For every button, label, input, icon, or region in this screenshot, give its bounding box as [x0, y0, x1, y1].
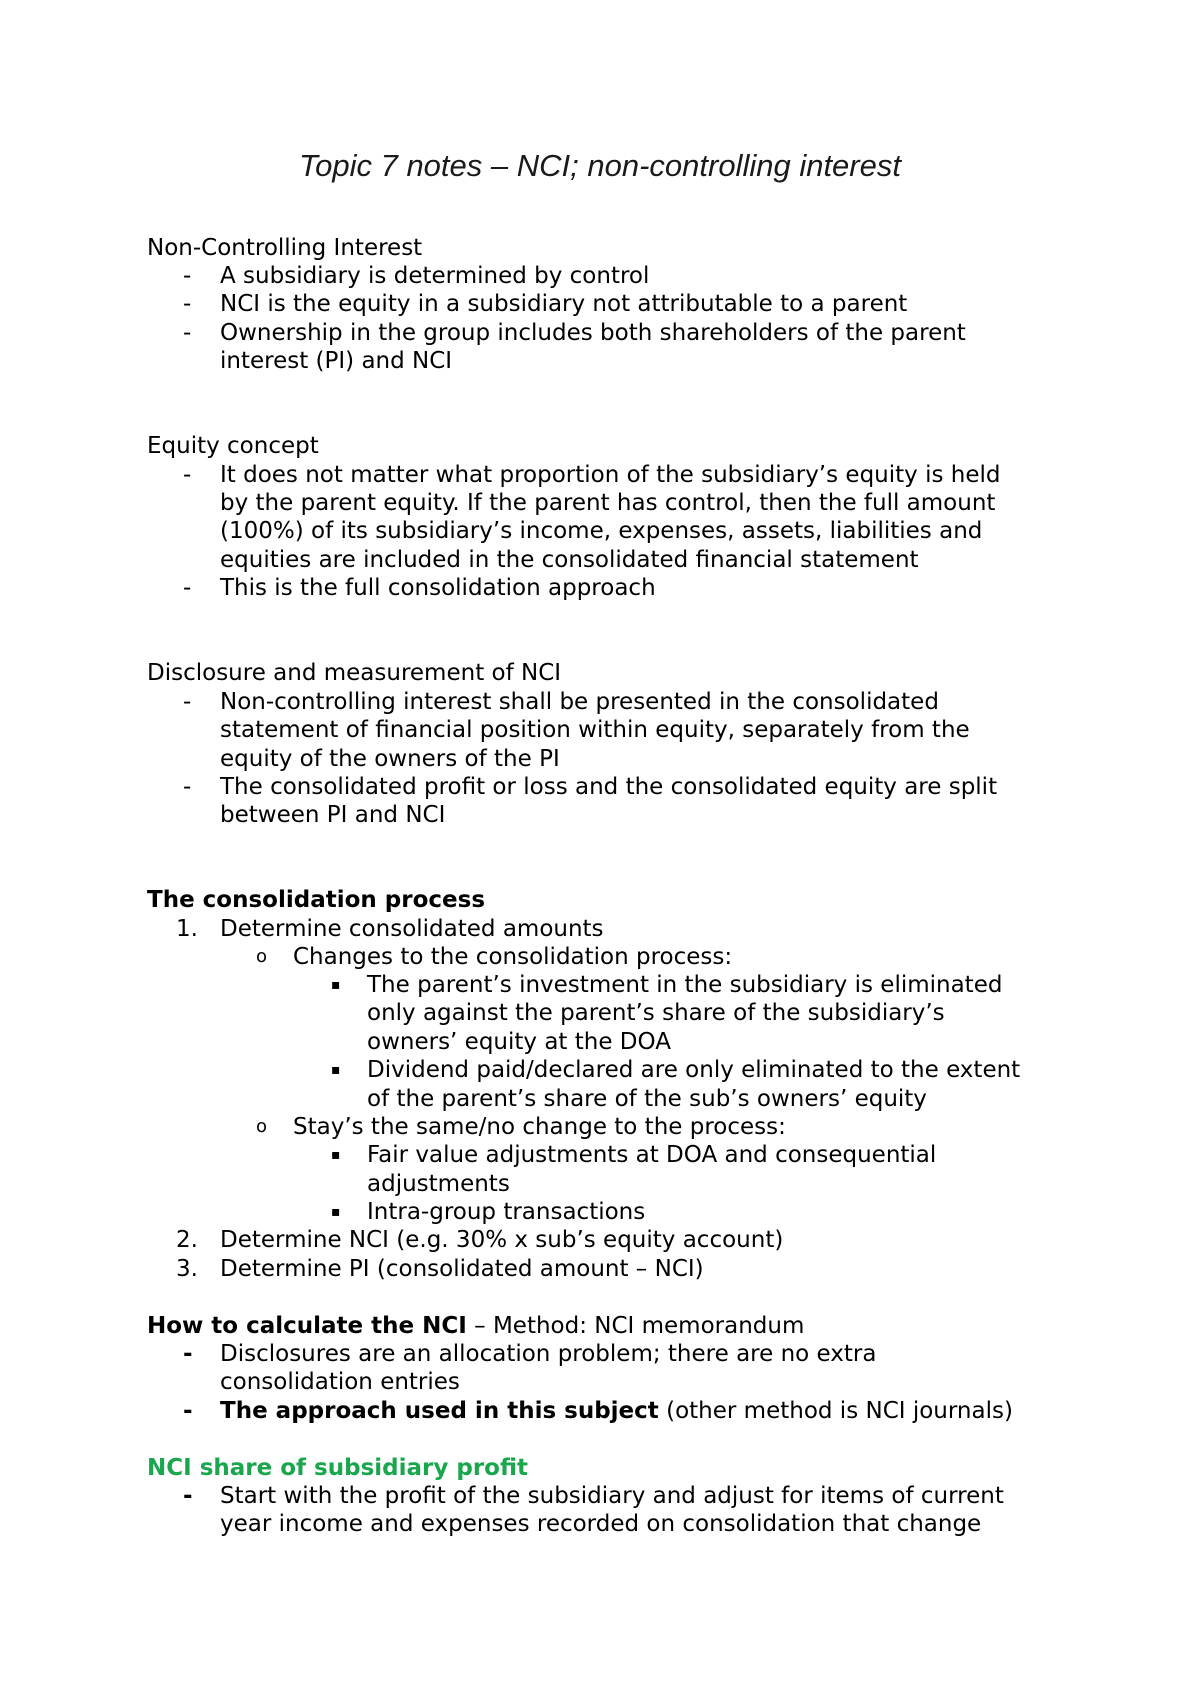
- bullet-marker: -: [183, 1341, 193, 1367]
- process-step-1b-ii: Intra-group transactions: [367, 1199, 646, 1225]
- equity-bullet-2: This is the full consolidation approach: [220, 575, 656, 601]
- process-step-1b-i-line-1: Fair value adjustments at DOA and consequential: [367, 1142, 937, 1168]
- section-heading-disclosure: Disclosure and measurement of NCI: [147, 660, 562, 686]
- disclosure-bullet-2-line-2: between PI and NCI: [220, 802, 446, 828]
- disclosure-bullet-1-line-1: Non-controlling interest shall be presented in the consolidated: [220, 689, 939, 715]
- section-heading-nci: Non-Controlling Interest: [147, 235, 423, 261]
- bullet-marker: -: [183, 320, 192, 346]
- nci-bullet-3-line-1: Ownership in the group includes both shareholders of the parent: [220, 320, 966, 346]
- bullet-marker: -: [183, 291, 192, 317]
- process-step-1a-ii-line-2: of the parent’s share of the sub’s owners’ equity: [367, 1086, 927, 1112]
- section-heading-calc: [147, 1312, 804, 1340]
- share-bullet-1-line-2: year income and expenses recorded on consolidation that change: [220, 1511, 982, 1537]
- bullet-marker: -: [183, 1483, 193, 1509]
- calc-bullet-2-bold: The approach used in this subject: [220, 1398, 659, 1424]
- process-step-1b-i-line-2: adjustments: [367, 1171, 510, 1197]
- calc-bullet-1-line-1: Disclosures are an allocation problem; there are no extra: [220, 1341, 877, 1367]
- process-step-1a-ii-line-1: Dividend paid/declared are only eliminated to the extent: [367, 1057, 1021, 1083]
- square-bullet-icon: ▪: [331, 1062, 341, 1078]
- bullet-marker: -: [183, 462, 192, 488]
- calc-bullet-2: [220, 1397, 1013, 1425]
- bullet-marker: -: [183, 774, 192, 800]
- calc-bullet-2-rest: (other method is NCI journals): [658, 1398, 1013, 1424]
- process-step-1a: Changes to the consolidation process:: [293, 944, 733, 970]
- section-heading-equity: Equity concept: [147, 433, 319, 459]
- share-bullet-1-line-1: Start with the profit of the subsidiary and adjust for items of current: [220, 1483, 1004, 1509]
- square-bullet-icon: ▪: [331, 977, 341, 993]
- section-heading-process: The consolidation process: [147, 887, 486, 913]
- square-bullet-icon: ▪: [331, 1204, 341, 1220]
- process-step-2: Determine NCI (e.g. 30% x sub’s equity account): [220, 1227, 784, 1253]
- process-step-1b: Stay’s the same/no change to the process:: [293, 1114, 786, 1140]
- equity-bullet-1-line-4: equities are included in the consolidated financial statement: [220, 547, 919, 573]
- process-step-1a-i-line-1: The parent’s investment in the subsidiary is eliminated: [367, 972, 1003, 998]
- equity-bullet-1-line-1: It does not matter what proportion of the subsidiary’s equity is held: [220, 462, 1001, 488]
- list-number: 3.: [176, 1256, 198, 1282]
- process-step-1a-i-line-2: only against the parent’s share of the subsidiary’s: [367, 1000, 945, 1026]
- circle-bullet-icon: o: [256, 946, 268, 967]
- disclosure-bullet-2-line-1: The consolidated profit or loss and the consolidated equity are split: [220, 774, 998, 800]
- process-step-1a-i-line-3: owners’ equity at the DOA: [367, 1029, 671, 1055]
- section-heading-share: NCI share of subsidiary profit: [147, 1455, 529, 1481]
- process-step-1: Determine consolidated amounts: [220, 916, 604, 942]
- square-bullet-icon: ▪: [331, 1147, 341, 1163]
- nci-bullet-3-line-2: interest (PI) and NCI: [220, 348, 453, 374]
- calc-heading-rest: – Method: NCI memorandum: [466, 1313, 805, 1339]
- equity-bullet-1-line-2: by the parent equity. If the parent has control, then the full amount: [220, 490, 996, 516]
- equity-bullet-1-line-3: (100%) of its subsidiary’s income, expenses, assets, liabilities and: [220, 518, 983, 544]
- process-step-3: Determine PI (consolidated amount – NCI): [220, 1256, 704, 1282]
- bullet-marker: -: [183, 1398, 193, 1424]
- calc-bullet-1-line-2: consolidation entries: [220, 1369, 460, 1395]
- list-number: 2.: [176, 1227, 198, 1253]
- nci-bullet-1: A subsidiary is determined by control: [220, 263, 650, 289]
- nci-bullet-2: NCI is the equity in a subsidiary not attributable to a parent: [220, 291, 908, 317]
- bullet-marker: -: [183, 575, 192, 601]
- disclosure-bullet-1-line-2: statement of financial position within equity, separately from the: [220, 717, 970, 743]
- list-number: 1.: [176, 916, 198, 942]
- bullet-marker: -: [183, 263, 192, 289]
- bullet-marker: -: [183, 689, 192, 715]
- page-title: Topic 7 notes – NCI; non-controlling interest: [299, 148, 901, 183]
- calc-heading-bold: How to calculate the NCI: [147, 1313, 467, 1339]
- disclosure-bullet-1-line-3: equity of the owners of the PI: [220, 746, 560, 772]
- circle-bullet-icon: o: [256, 1116, 268, 1137]
